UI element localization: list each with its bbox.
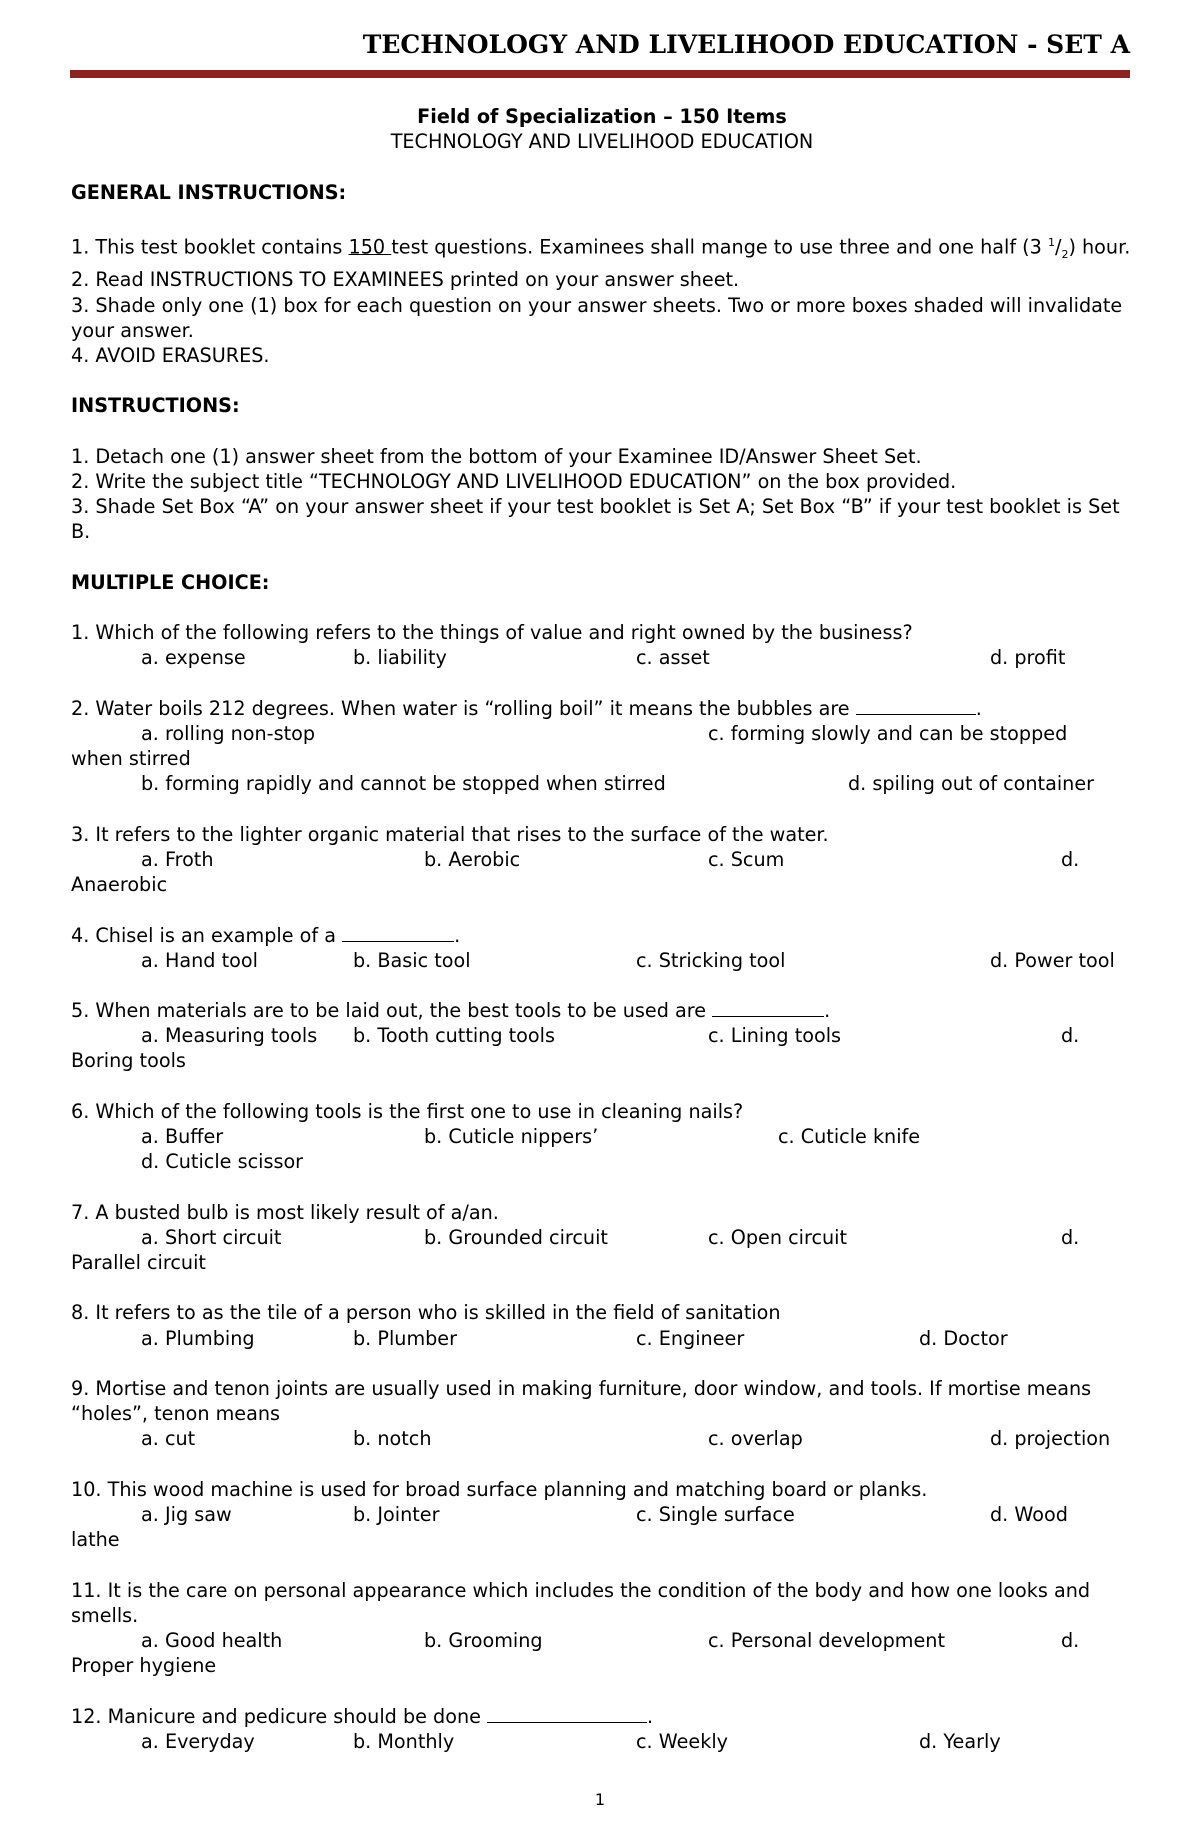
option-d-wrap: Anaerobic [71, 873, 168, 897]
option-c: c. Stricking tool [636, 948, 786, 972]
option-c: c. Open circuit [708, 1225, 848, 1249]
option-a: a. rolling non-stop [141, 721, 316, 745]
question-9: 9. Mortise and tenon joints are usually used in making furniture, door window, and tools. If mortise means “holes”, tenon means [71, 1377, 1092, 1426]
option-b: b. Basic tool [353, 948, 471, 972]
question-6-options-row1 [71, 1124, 1133, 1149]
option-a: a. Everyday [141, 1729, 255, 1753]
option-a: a. expense [141, 646, 246, 670]
option-c: c. Scum [708, 847, 785, 871]
option-b: b. Aerobic [424, 847, 521, 871]
header-title: TECHNOLOGY AND LIVELIHOOD EDUCATION - SET A [362, 30, 1130, 59]
question-3: 3. It refers to the lighter organic material that rises to the surface of the water. [71, 822, 829, 846]
question-6-options-row2 [71, 1149, 1133, 1174]
option-b: b. Grounded circuit [424, 1225, 608, 1249]
option-d: d. spiling out of container [848, 772, 1095, 796]
option-d-wrap: Parallel circuit [71, 1251, 206, 1275]
subject-line: TECHNOLOGY AND LIVELIHOOD EDUCATION [390, 130, 814, 154]
general-instruction-4: 4. AVOID ERASURES. [71, 344, 270, 368]
option-d: d. Power tool [990, 948, 1115, 972]
option-c: c. Engineer [636, 1326, 745, 1350]
question-6: 6. Which of the following tools is the first one to use in cleaning nails? [71, 1099, 744, 1123]
option-c-wrap: when stirred [71, 747, 191, 771]
question-10-options [71, 1502, 1133, 1527]
option-c: c. Lining tools [708, 1024, 842, 1048]
answer-blank [856, 698, 976, 715]
answer-blank [712, 1000, 824, 1017]
question-3-options [71, 847, 1133, 872]
question-11: 11. It is the care on personal appearance which includes the condition of the body and how one looks and smells. [71, 1578, 1091, 1627]
option-b: b. Cuticle nippers’ [424, 1125, 599, 1149]
answer-blank [487, 1706, 647, 1723]
option-d: d. [1061, 1024, 1080, 1048]
question-2: 2. Water boils 212 degrees. When water is “rolling boil” it means the bubbles are . [71, 696, 982, 720]
question-4: 4. Chisel is an example of a . [71, 923, 461, 947]
option-c: c. Personal development [708, 1628, 945, 1652]
general-instruction-3: 3. Shade only one (1) box for each question on your answer sheets. Two or more boxes shaded will invalidate your answer. [71, 293, 1123, 342]
question-1-options [71, 645, 1133, 670]
option-d-wrap: lathe [71, 1528, 120, 1552]
option-d: d. Yearly [919, 1729, 1001, 1753]
option-d-wrap: Proper hygiene [71, 1654, 217, 1678]
option-a: a. Buffer [141, 1125, 224, 1149]
option-d: d. profit [990, 646, 1066, 670]
general-instructions-heading: GENERAL INSTRUCTIONS: [71, 180, 347, 204]
option-b: b. Monthly [353, 1729, 455, 1753]
question-7-options [71, 1225, 1133, 1250]
option-a: a. Good health [141, 1628, 283, 1652]
question-5-options [71, 1023, 1133, 1048]
option-c: c. Weekly [636, 1729, 729, 1753]
option-c: c. Cuticle knife [778, 1125, 921, 1149]
specialization-line: Field of Specialization – 150 Items [417, 105, 787, 128]
question-12: 12. Manicure and pedicure should be done . [71, 1704, 654, 1728]
instruction-1: 1. Detach one (1) answer sheet from the bottom of your Examinee ID/Answer Sheet Set. [71, 444, 922, 468]
option-d: d. [1061, 847, 1080, 871]
general-instruction-2: 2. Read INSTRUCTIONS TO EXAMINEES printed on your answer sheet. [71, 268, 740, 292]
option-d: d. [1061, 1225, 1080, 1249]
document-body [71, 104, 1133, 1754]
instruction-3: 3. Shade Set Box “A” on your answer sheet if your test booklet is Set A; Set Box “B” if your test booklet is Set B. [71, 495, 1120, 544]
option-d: d. [1061, 1628, 1080, 1652]
option-d: d. Cuticle scissor [141, 1150, 304, 1174]
option-b: b. Grooming [424, 1628, 543, 1652]
question-4-options [71, 948, 1133, 973]
option-d-wrap: Boring tools [71, 1049, 186, 1073]
question-8: 8. It refers to as the tile of a person who is skilled in the field of sanitation [71, 1301, 781, 1325]
question-11-options [71, 1628, 1133, 1653]
multiple-choice-heading: MULTIPLE CHOICE: [71, 570, 270, 594]
option-a: a. Short circuit [141, 1225, 282, 1249]
option-c: c. Single surface [636, 1502, 795, 1526]
option-b: b. forming rapidly and cannot be stopped when stirred [141, 772, 666, 796]
option-d: d. Wood [990, 1502, 1068, 1526]
option-a: a. Froth [141, 847, 214, 871]
general-instruction-1: 1. This test booklet contains 150 test questions. Examinees shall mange to use three and one half (3 $^1/_2$) hour. [71, 235, 1131, 262]
header-rule [70, 70, 1130, 78]
option-b: b. notch [353, 1427, 432, 1451]
option-c: c. forming slowly and can be stopped [708, 721, 1068, 745]
option-b: b. liability [353, 646, 447, 670]
instructions-heading: INSTRUCTIONS: [71, 394, 240, 418]
option-a: a. Jig saw [141, 1502, 232, 1526]
option-c: c. overlap [708, 1427, 803, 1451]
option-b: b. Plumber [353, 1326, 458, 1350]
question-10: 10. This wood machine is used for broad surface planning and matching board or planks. [71, 1477, 928, 1501]
option-b: b. Tooth cutting tools [353, 1024, 555, 1048]
option-a: a. Measuring tools [141, 1024, 318, 1048]
option-c: c. asset [636, 646, 710, 670]
option-d: d. Doctor [919, 1326, 1008, 1350]
option-d: d. projection [990, 1427, 1111, 1451]
question-7: 7. A busted bulb is most likely result of a/an. [71, 1200, 499, 1224]
question-1: 1. Which of the following refers to the things of value and right owned by the business? [71, 621, 913, 645]
answer-blank [342, 925, 454, 942]
question-2-options-row1 [71, 721, 1133, 746]
question-5: 5. When materials are to be laid out, the best tools to be used are . [71, 999, 831, 1023]
question-2-options-row2 [71, 771, 1133, 796]
question-8-options [71, 1326, 1133, 1351]
option-a: a. cut [141, 1427, 196, 1451]
question-12-options [71, 1729, 1133, 1754]
page-number: 1 [594, 1790, 606, 1809]
instruction-2: 2. Write the subject title “TECHNOLOGY AND LIVELIHOOD EDUCATION” on the box provided. [71, 470, 957, 493]
question-9-options [71, 1426, 1133, 1451]
option-a: a. Hand tool [141, 948, 258, 972]
option-a: a. Plumbing [141, 1326, 255, 1350]
option-b: b. Jointer [353, 1502, 440, 1526]
